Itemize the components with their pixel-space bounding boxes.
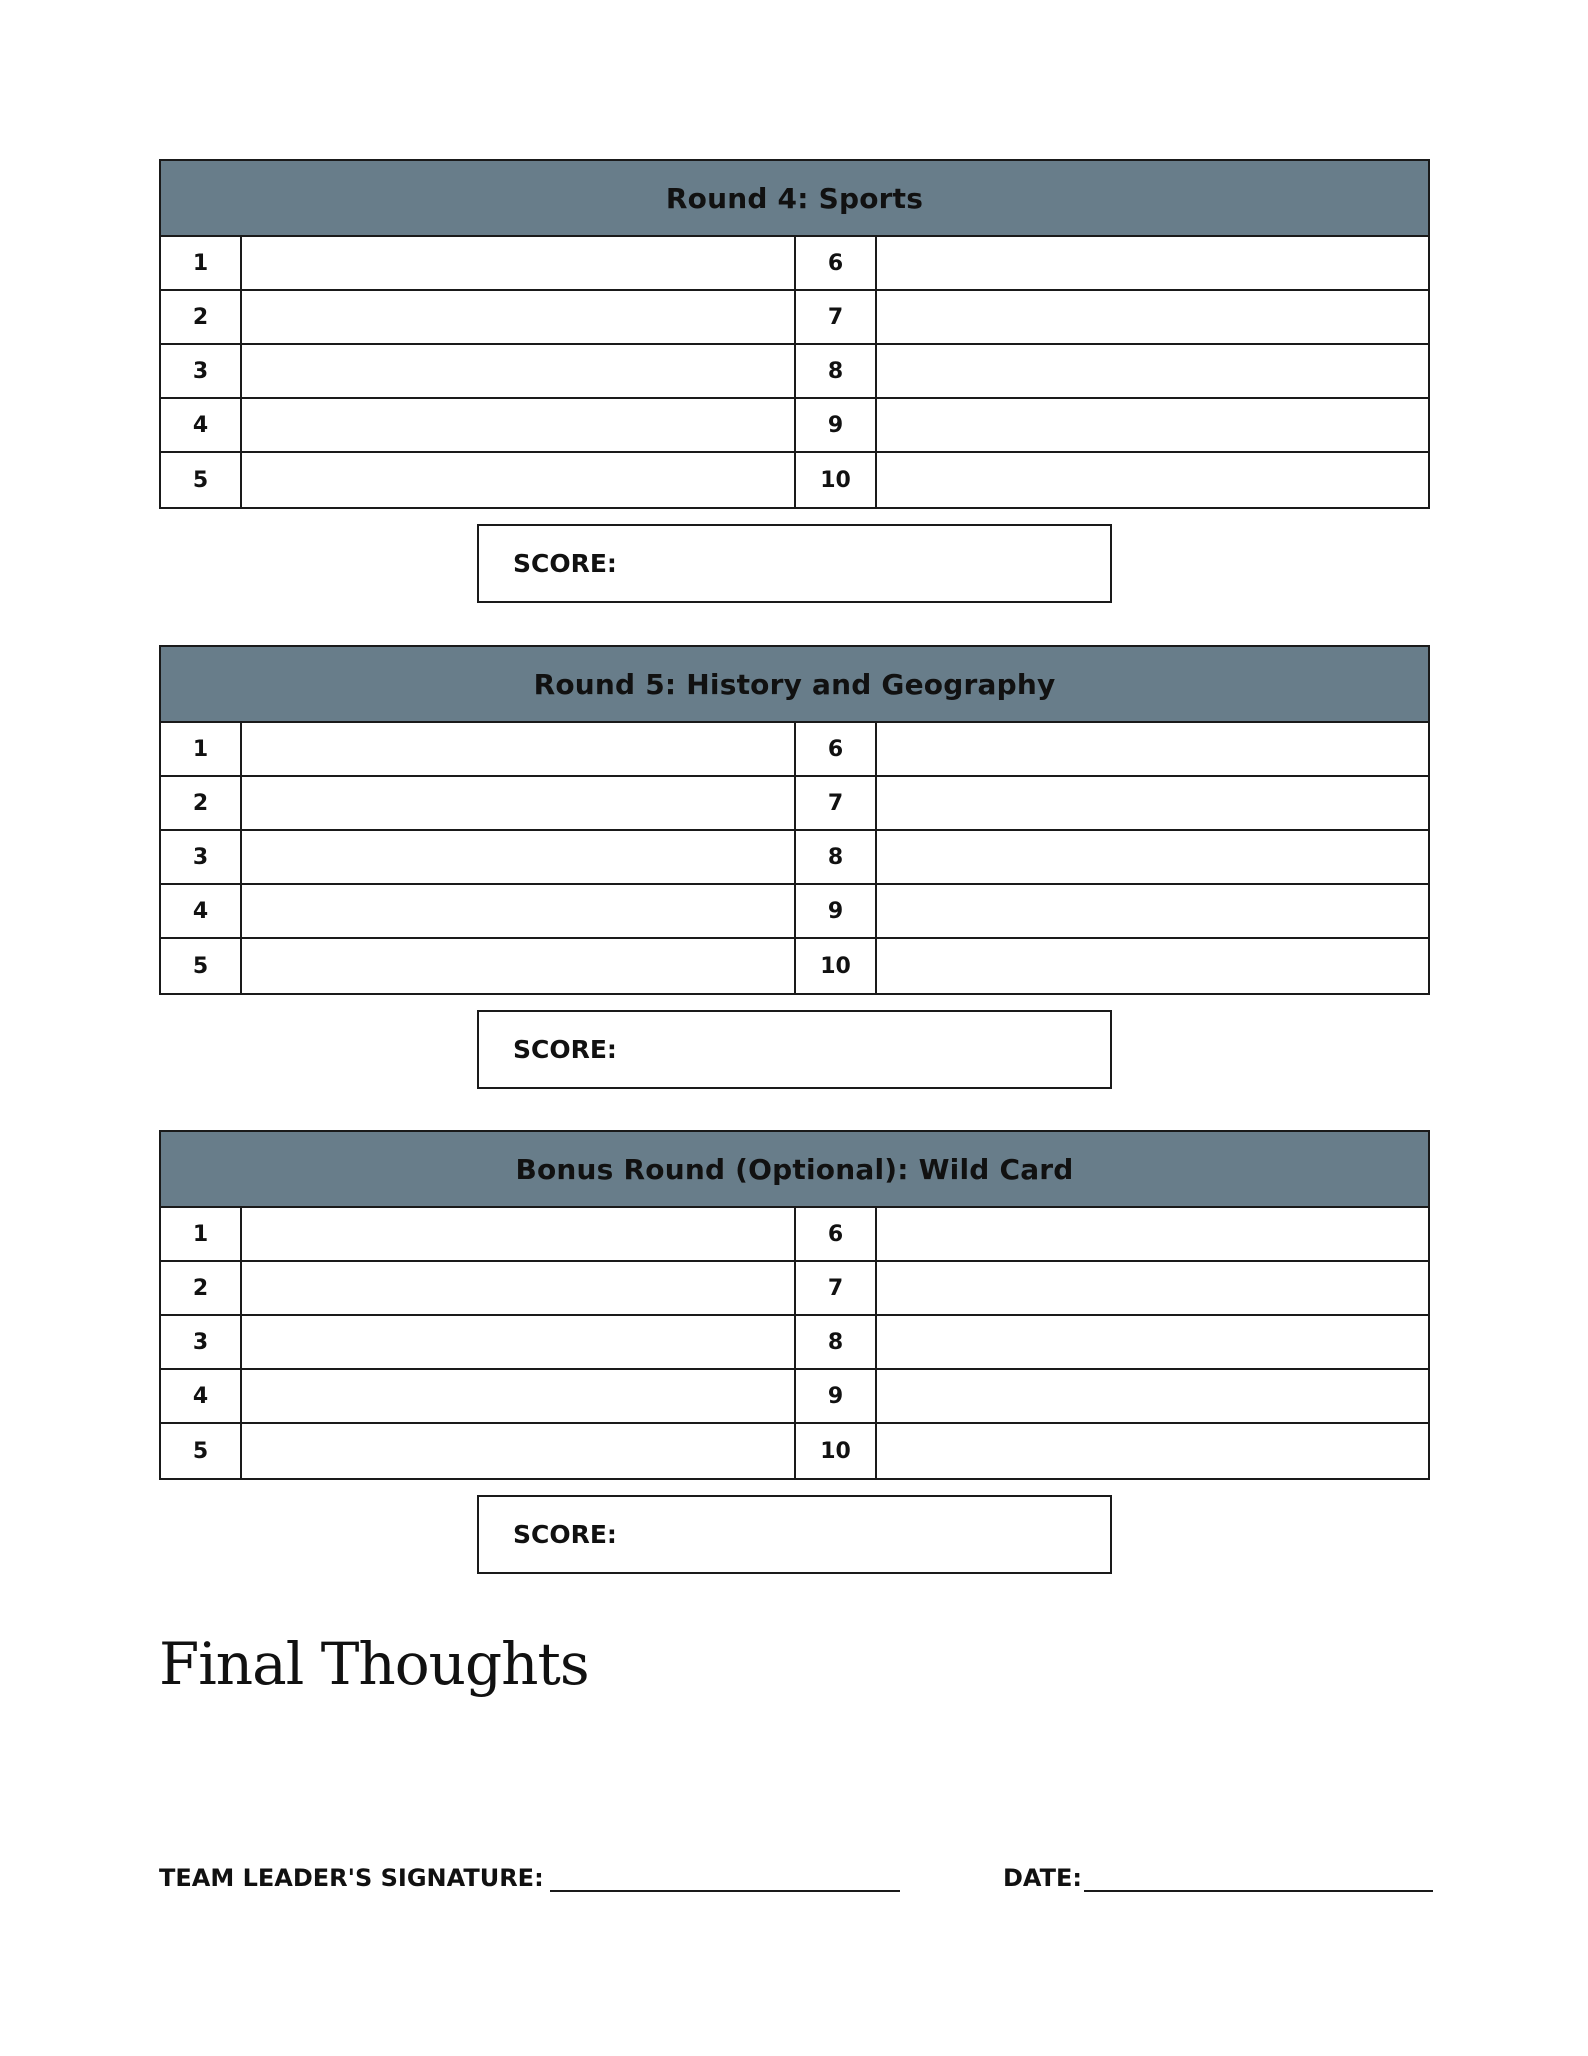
answer-field[interactable] [877, 831, 1428, 883]
signature-field[interactable] [550, 1866, 900, 1892]
answer-row [161, 1370, 1428, 1424]
answer-field[interactable] [877, 885, 1428, 937]
question-number: 7 [796, 777, 877, 829]
question-number: 7 [796, 291, 877, 343]
answer-field[interactable] [877, 399, 1428, 451]
question-number: 9 [796, 1370, 877, 1422]
question-number: 4 [161, 1370, 242, 1422]
answer-field[interactable] [877, 345, 1428, 397]
answer-field[interactable] [877, 939, 1428, 993]
score-box[interactable] [477, 524, 1112, 603]
answer-field[interactable] [877, 777, 1428, 829]
answer-row [161, 1316, 1428, 1370]
final-thoughts-title: Final Thoughts [159, 1630, 589, 1698]
answer-field[interactable] [242, 399, 796, 451]
answer-field[interactable] [242, 1370, 796, 1422]
score-box[interactable] [477, 1010, 1112, 1089]
question-number: 8 [796, 1316, 877, 1368]
question-number: 6 [796, 723, 877, 775]
answer-row [161, 453, 1428, 507]
round-table [159, 159, 1430, 509]
question-number: 4 [161, 399, 242, 451]
round-title: Round 4: Sports [161, 161, 1428, 237]
date-field[interactable] [1084, 1866, 1433, 1892]
question-number: 10 [796, 939, 877, 993]
round-table [159, 645, 1430, 995]
answer-field[interactable] [242, 777, 796, 829]
signature-line [159, 1864, 900, 1892]
answer-field[interactable] [242, 885, 796, 937]
question-number: 3 [161, 1316, 242, 1368]
question-number: 7 [796, 1262, 877, 1314]
question-number: 1 [161, 237, 242, 289]
question-number: 5 [161, 1424, 242, 1478]
question-number: 2 [161, 777, 242, 829]
answer-field[interactable] [877, 1316, 1428, 1368]
round-title: Round 5: History and Geography [161, 647, 1428, 723]
answer-field[interactable] [242, 1208, 796, 1260]
score-label: SCORE: [513, 1035, 617, 1064]
answer-row [161, 237, 1428, 291]
answer-row [161, 1208, 1428, 1262]
answer-field[interactable] [242, 939, 796, 993]
answer-row [161, 939, 1428, 993]
answer-field[interactable] [877, 723, 1428, 775]
answer-field[interactable] [242, 345, 796, 397]
question-number: 2 [161, 1262, 242, 1314]
question-number: 10 [796, 453, 877, 507]
answer-row [161, 831, 1428, 885]
answer-row [161, 1424, 1428, 1478]
question-number: 1 [161, 723, 242, 775]
answer-field[interactable] [877, 237, 1428, 289]
question-number: 6 [796, 237, 877, 289]
answer-row [161, 345, 1428, 399]
score-box[interactable] [477, 1495, 1112, 1574]
round-section [159, 159, 1430, 578]
answer-field[interactable] [242, 1316, 796, 1368]
question-number: 5 [161, 453, 242, 507]
signature-label: TEAM LEADER'S SIGNATURE: [159, 1864, 544, 1892]
answer-row [161, 291, 1428, 345]
answer-row [161, 885, 1428, 939]
answer-field[interactable] [242, 291, 796, 343]
answer-field[interactable] [877, 1262, 1428, 1314]
score-label: SCORE: [513, 549, 617, 578]
answer-field[interactable] [877, 1208, 1428, 1260]
question-number: 2 [161, 291, 242, 343]
date-label: DATE: [1003, 1864, 1082, 1892]
round-section [159, 1130, 1430, 1549]
answer-row [161, 777, 1428, 831]
question-number: 3 [161, 345, 242, 397]
answer-field[interactable] [242, 237, 796, 289]
question-number: 10 [796, 1424, 877, 1478]
answer-field[interactable] [877, 1370, 1428, 1422]
question-number: 8 [796, 831, 877, 883]
round-table [159, 1130, 1430, 1480]
answer-field[interactable] [242, 1262, 796, 1314]
question-number: 8 [796, 345, 877, 397]
answer-row [161, 399, 1428, 453]
round-title: Bonus Round (Optional): Wild Card [161, 1132, 1428, 1208]
question-number: 4 [161, 885, 242, 937]
question-number: 6 [796, 1208, 877, 1260]
question-number: 5 [161, 939, 242, 993]
question-number: 9 [796, 885, 877, 937]
score-label: SCORE: [513, 1520, 617, 1549]
question-number: 9 [796, 399, 877, 451]
date-line [1003, 1864, 1433, 1892]
question-number: 3 [161, 831, 242, 883]
answer-field[interactable] [242, 831, 796, 883]
answer-field[interactable] [242, 723, 796, 775]
answer-field[interactable] [877, 453, 1428, 507]
answer-field[interactable] [242, 453, 796, 507]
round-section [159, 645, 1430, 1064]
answer-field[interactable] [877, 1424, 1428, 1478]
answer-field[interactable] [877, 291, 1428, 343]
answer-field[interactable] [242, 1424, 796, 1478]
answer-row [161, 723, 1428, 777]
answer-row [161, 1262, 1428, 1316]
question-number: 1 [161, 1208, 242, 1260]
